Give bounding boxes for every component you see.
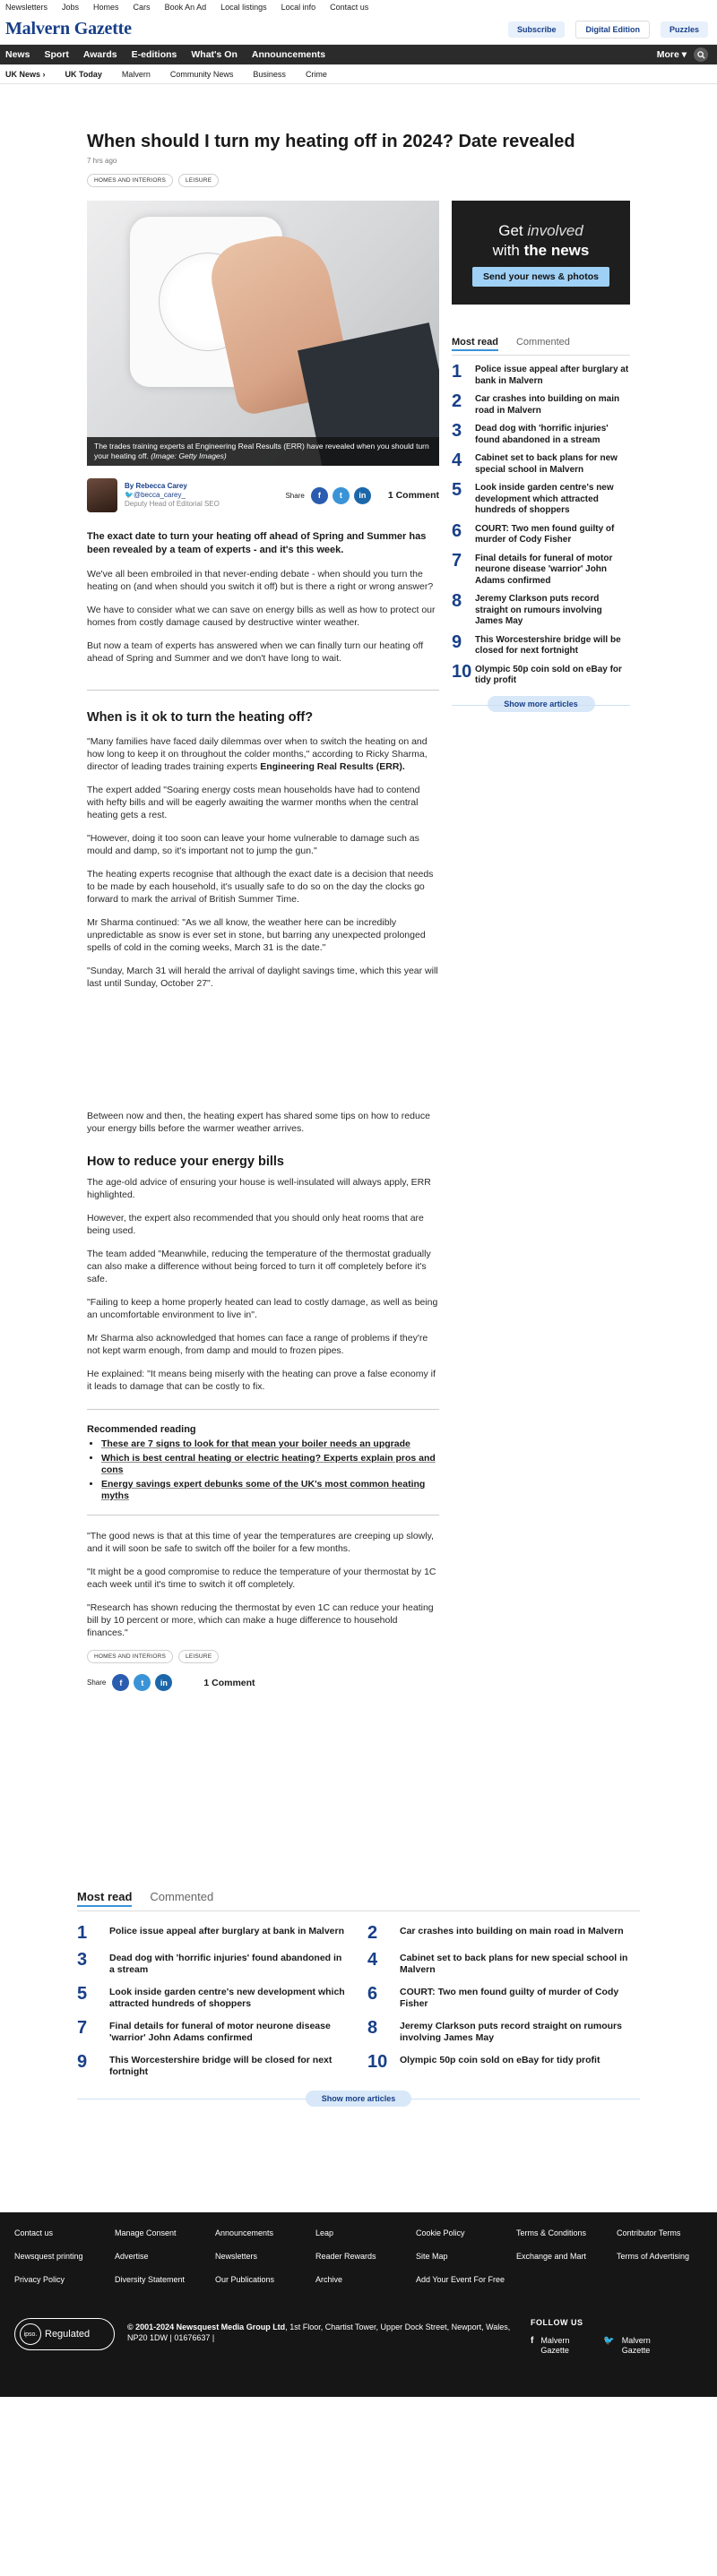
rank-number: 5	[452, 480, 462, 500]
most-read-headline: Dead dog with 'horrific injuries' found abandoned in a stream	[109, 1953, 342, 1975]
copyright-company: © 2001-2024 Newsquest Media Group Ltd	[127, 2323, 286, 2331]
tab-commented[interactable]: Commented	[515, 337, 570, 348]
footer-bottom	[14, 2318, 522, 2350]
most-read-headline: This Worcestershire bridge will be closed for next fortnight	[475, 634, 621, 656]
twitter-share-icon[interactable]: t	[333, 487, 350, 504]
most-read-headline: Jeremy Clarkson puts record straight on rumours involving James May	[400, 2021, 622, 2043]
rank-number: 8	[367, 2018, 378, 2038]
nav-right	[657, 47, 708, 62]
most-read-headline: Police issue appeal after burglary at bank in Malvern	[109, 1926, 345, 1936]
author-name[interactable]: By Rebecca Carey	[125, 482, 187, 490]
share-label: Share	[285, 491, 305, 500]
most-read-item[interactable]	[452, 592, 630, 628]
recommended-link[interactable]: • These are 7 signs to look for that mean your boiler needs an upgrade	[101, 1438, 439, 1450]
subnav-item-uk-news[interactable]	[5, 70, 46, 79]
ipso-label: Regulated	[45, 2329, 91, 2340]
footer-link-newsquest-printing[interactable]: Newsquest printing	[14, 2252, 83, 2261]
rank-number: 3	[452, 421, 462, 441]
rank-number: 5	[77, 1984, 88, 2004]
search-icon[interactable]	[694, 47, 708, 62]
footer-link-diversity-statement[interactable]: Diversity Statement	[115, 2275, 186, 2284]
digital-edition-button[interactable]: Digital Edition	[575, 21, 650, 39]
linkedin-share-icon[interactable]: in	[354, 487, 371, 504]
subnav-item-uk-today[interactable]: UK Today	[65, 69, 102, 79]
ipso-logo-icon: ipso.	[20, 2323, 41, 2345]
author-role: Deputy Head of Editorial SEO	[125, 500, 220, 508]
share-row-bottom	[87, 1674, 439, 1691]
nav-item-sport[interactable]: Sport	[44, 49, 69, 60]
footer-link-cookie-policy[interactable]: Cookie Policy	[416, 2228, 465, 2237]
hero-image	[87, 201, 439, 466]
article-paragraph: "Failing to keep a home properly heated can lead to costly damage, as well as being an uncomfortable environment to live in".	[87, 1297, 438, 1320]
rank-number: 10	[367, 2052, 388, 2072]
most-read-item[interactable]	[452, 552, 630, 588]
section-heading-when: When is it ok to turn the heating off?	[87, 710, 314, 725]
author-twitter-handle[interactable]	[125, 491, 220, 500]
rank-number: 2	[452, 391, 462, 411]
utility-link-jobs[interactable]: Jobs	[62, 3, 80, 12]
most-read-headline: Car crashes into building on main road in Malvern	[475, 394, 620, 416]
show-more-articles-button[interactable]: Show more articles	[488, 696, 595, 712]
footer-link-contact-us[interactable]: Contact us	[14, 2228, 54, 2237]
most-read-item[interactable]	[367, 1924, 640, 1942]
author-avatar	[87, 478, 117, 512]
subscribe-button[interactable]: Subscribe	[508, 21, 566, 38]
rank-number: 9	[77, 2052, 88, 2072]
bottom-most-read	[77, 1890, 640, 2107]
rank-number: 6	[452, 520, 462, 541]
most-read-item[interactable]	[452, 422, 630, 446]
most-read-headline: Police issue appeal after burglary at bank in Malvern	[475, 365, 629, 386]
bottom-most-read-footer	[77, 2091, 640, 2107]
utility-link-local-listings[interactable]: Local listings	[220, 3, 267, 12]
utility-link-homes[interactable]: Homes	[93, 3, 119, 12]
article-paragraph: The age-old advice of ensuring your house is well-insulated will always apply, ERR highlighted.	[87, 1177, 431, 1200]
rank-number: 1	[77, 1923, 88, 1943]
rank-number: 6	[367, 1984, 378, 2004]
article-tags	[87, 174, 630, 187]
promo-line-2	[452, 242, 630, 260]
subnav-item-malvern[interactable]: Malvern	[121, 69, 151, 79]
most-read-item[interactable]	[452, 451, 630, 476]
most-read-headline: Final details for funeral of motor neurone disease 'warrior' John Adams confirmed	[109, 2021, 331, 2043]
most-read-headline: Final details for funeral of motor neurone disease 'warrior' John Adams confirmed	[475, 553, 613, 586]
rank-number: 9	[452, 631, 462, 652]
article-timestamp: 7 hrs ago	[87, 157, 117, 165]
twitter-share-icon[interactable]: t	[134, 1674, 151, 1691]
most-read-headline: Look inside garden centre's new development which attracted hundreds of shoppers	[109, 1987, 345, 2009]
subnav-label-uk-news: UK News	[5, 69, 41, 79]
bottom-most-read-tabs	[77, 1890, 640, 1911]
section-divider	[87, 690, 439, 691]
article-title: When should I turn my heating off in 2024? Date revealed	[87, 132, 575, 151]
article-paragraph: The expert added "Soaring energy costs mean households have had to contend with hefty bills and will be eagerly awaiting the warmer months when the central heating gets a rest.	[87, 785, 420, 820]
utility-link-contact-us[interactable]: Contact us	[330, 3, 369, 12]
most-read-item[interactable]	[77, 1951, 350, 1976]
author-handle-text: @becca_carey_	[133, 491, 186, 499]
tag-homes-and-interiors[interactable]: HOMES AND INTERIORS	[87, 1650, 173, 1663]
show-more-articles-button[interactable]: Show more articles	[306, 2091, 411, 2107]
section-heading-reduce: How to reduce your energy bills	[87, 1155, 284, 1169]
tab-most-read[interactable]: Most read	[77, 1890, 132, 1907]
rank-number: 10	[452, 661, 472, 682]
footer-link-exchange-and-mart[interactable]: Exchange and Mart	[516, 2252, 587, 2261]
article-body	[87, 201, 439, 1691]
article-tags-bottom	[87, 1650, 439, 1663]
comments-link[interactable]: 1 Comment	[203, 1677, 255, 1688]
most-read-item[interactable]	[452, 522, 630, 546]
hero-credit: (Image: Getty Images)	[151, 451, 227, 460]
most-read-headline: Dead dog with 'horrific injuries' found abandoned in a stream	[475, 424, 609, 445]
most-read-headline: Car crashes into building on main road in Malvern	[400, 1926, 624, 1936]
author-info	[125, 482, 220, 509]
follow-us-links	[531, 2336, 658, 2356]
copyright-text	[127, 2322, 522, 2343]
subnav-item-community-news[interactable]: Community News	[169, 69, 234, 79]
follow-us-title: FOLLOW US	[531, 2318, 583, 2327]
tab-most-read[interactable]: Most read	[452, 337, 498, 351]
most-read-item[interactable]	[77, 2019, 350, 2044]
article-paragraph: "The good news is that at this time of year the temperatures are creeping up slowly, and it will soon be safe to switch off the boiler for a few months.	[87, 1531, 434, 1554]
facebook-icon: f	[531, 2336, 534, 2346]
most-read-item[interactable]	[367, 2019, 640, 2044]
main-nav-items	[5, 49, 325, 60]
ad-slot	[87, 990, 439, 1099]
sub-nav	[0, 64, 717, 84]
article-page	[87, 131, 630, 1688]
footer-link-terms-of-advertising[interactable]: Terms of Advertising	[617, 2252, 690, 2261]
share-label: Share	[87, 1679, 107, 1687]
recommended-reading	[87, 1424, 439, 1516]
most-read-item[interactable]	[452, 633, 630, 657]
facebook-share-icon[interactable]: f	[311, 487, 328, 504]
linkedin-share-icon[interactable]: in	[155, 1674, 172, 1691]
most-read-item[interactable]	[452, 363, 630, 387]
rank-number: 7	[452, 550, 462, 571]
facebook-share-icon[interactable]: f	[112, 1674, 129, 1691]
most-read-item[interactable]	[367, 1951, 640, 1976]
ipso-regulated-badge[interactable]	[14, 2318, 115, 2350]
article-paragraph	[87, 735, 439, 773]
site-logo[interactable]: Malvern Gazette	[5, 19, 132, 39]
most-read-headline: Olympic 50p coin sold on eBay for tidy profit	[475, 664, 622, 685]
send-news-promo	[452, 201, 630, 305]
byline-row	[87, 478, 439, 512]
most-read-item[interactable]	[367, 1985, 640, 2010]
tag-leisure[interactable]: LEISURE	[178, 174, 219, 187]
comments-link[interactable]: 1 Comment	[387, 490, 439, 501]
footer-link-newsletters[interactable]: Newsletters	[215, 2252, 258, 2261]
rank-number: 4	[367, 1950, 378, 1970]
footer-link-privacy-policy[interactable]: Privacy Policy	[14, 2275, 65, 2284]
utility-bar	[0, 0, 717, 14]
footer-link-leap[interactable]: Leap	[315, 2228, 334, 2237]
copyright-address: , 1st Floor, Chartist Tower, Upper Dock Street, Newport, Wales, NP20 1DW | 01676637 |	[127, 2323, 511, 2342]
subnav-item-crime[interactable]: Crime	[305, 69, 327, 79]
utility-link-book-an-ad[interactable]: Book An Ad	[164, 3, 207, 12]
most-read-tabs	[452, 337, 630, 356]
facebook-follow-label: Malvern Gazette	[540, 2336, 570, 2355]
twitter-follow-link[interactable]	[603, 2336, 657, 2356]
nav-item-awards[interactable]: Awards	[82, 49, 117, 60]
chevron-right-icon: ›	[42, 69, 46, 79]
footer-link-add-your-event[interactable]: Add Your Event For Free	[416, 2275, 505, 2284]
most-read-headline: This Worcestershire bridge will be closed for next fortnight	[109, 2055, 333, 2077]
bottom-most-read-grid	[77, 1924, 640, 2087]
promo-line-2-b: the news	[523, 242, 590, 259]
send-news-button[interactable]: Send your news & photos	[472, 267, 609, 287]
rank-number: 4	[452, 451, 462, 470]
utility-link-cars[interactable]: Cars	[133, 3, 151, 12]
nav-item-announcements[interactable]: Announcements	[251, 49, 326, 60]
article-paragraph: "However, doing it too soon can leave your home vulnerable to damage such as mould and damp, so it's important not to jump the gun."	[87, 833, 419, 856]
most-read-headline: Look inside garden centre's new development which attracted hundreds of shoppers	[475, 483, 614, 515]
hero-caption	[87, 437, 439, 466]
recommended-link[interactable]: • Energy savings expert debunks some of the UK's most common heating myths	[101, 1479, 439, 1502]
promo-line-1-b: involved	[527, 222, 583, 239]
most-read-list	[452, 363, 630, 687]
most-read-headline: COURT: Two men found guilty of murder of Cody Fisher	[475, 523, 615, 545]
nav-more-button[interactable]	[657, 49, 687, 60]
section-divider	[87, 1409, 439, 1410]
footer-links	[0, 2212, 717, 2284]
footer-link-contributor-terms[interactable]: Contributor Terms	[617, 2228, 681, 2237]
most-read-item[interactable]	[452, 392, 630, 416]
article-paragraph: The team added "Meanwhile, reducing the temperature of the thermostat gradually can also make a difference without being forced to turn it off completely before it's safe.	[87, 1249, 431, 1284]
footer-link-reader-rewards[interactable]: Reader Rewards	[315, 2252, 376, 2261]
footer-link-archive[interactable]: Archive	[315, 2275, 343, 2284]
rank-number: 2	[367, 1923, 378, 1943]
share-row-top	[285, 487, 439, 504]
promo-line-2-a: with	[492, 242, 524, 259]
site-footer	[0, 2212, 717, 2397]
masthead	[0, 14, 717, 45]
tag-homes-and-interiors[interactable]: HOMES AND INTERIORS	[87, 174, 173, 187]
article-paragraph: Mr Sharma also acknowledged that homes can face a range of problems if they're not kept warm enough, from damp and mould to frozen pipes.	[87, 1333, 428, 1356]
footer-link-announcements[interactable]: Announcements	[215, 2228, 274, 2237]
article-lead: The exact date to turn your heating off ahead of Spring and Summer has been revealed by a team of experts - and it's this week.	[87, 531, 427, 555]
footer-link-advertise[interactable]: Advertise	[115, 2252, 149, 2261]
footer-link-terms-conditions[interactable]: Terms & Conditions	[516, 2228, 587, 2237]
nav-item-whats-on[interactable]: What's On	[191, 49, 238, 60]
twitter-bird-icon: 🐦	[125, 491, 134, 499]
twitter-follow-label: Malvern Gazette	[621, 2336, 651, 2355]
utility-link-newsletters[interactable]: Newsletters	[5, 3, 48, 12]
sidebar	[452, 201, 630, 706]
promo-line-1-a: Get	[498, 222, 528, 239]
facebook-follow-link[interactable]	[531, 2336, 576, 2356]
nav-item-e-editions[interactable]: E-editions	[131, 49, 177, 60]
article-paragraph: But now a team of experts has answered when we can finally turn our heating off ahead of Spring and Summer and we don't have long to wait.	[87, 640, 424, 664]
rank-number: 3	[77, 1950, 88, 1970]
twitter-icon: 🐦	[603, 2336, 615, 2346]
most-read-headline: Jeremy Clarkson puts record straight on rumours involving James May	[475, 594, 602, 626]
article-paragraph: Between now and then, the heating expert has shared some tips on how to reduce your energy bills before the warmer weather arrives.	[87, 1111, 430, 1134]
hero-caption-text: The trades training experts at Engineering Real Results (ERR) have revealed when you should turn your heating off.	[94, 442, 429, 460]
most-read-headline: Cabinet set to back plans for new special school in Malvern	[475, 453, 618, 475]
most-read-item[interactable]	[77, 1985, 350, 2010]
most-read-headline: Olympic 50p coin sold on eBay for tidy profit	[400, 2055, 600, 2065]
article-paragraph: However, the expert also recommended that you should only heat rooms that are being used.	[87, 1213, 424, 1236]
most-read-item[interactable]	[367, 2053, 640, 2078]
article-paragraph: We've all been embroiled in that never-ending debate - when should you turn the heating on (and when should you switch it off) but is there a right or wrong answer?	[87, 569, 434, 592]
nav-more-label: More	[656, 49, 679, 60]
main-nav	[0, 45, 717, 64]
follow-us	[531, 2318, 658, 2356]
article-paragraph: We have to consider what we can save on energy bills as well as how to protect our homes from costly damage caused by destructive winter weather.	[87, 605, 436, 628]
tab-commented[interactable]: Commented	[150, 1890, 214, 1903]
footer-link-our-publications[interactable]: Our Publications	[215, 2275, 275, 2284]
subnav-item-business[interactable]: Business	[253, 69, 286, 79]
article-paragraph: The heating experts recognise that although the exact date is a decision that needs to be made by each household, it's usually safe to do so on the day the clocks go forward to mark the arrival of British Summer Time.	[87, 869, 434, 905]
engineering-real-results-link[interactable]: Engineering Real Results (ERR).	[260, 761, 405, 772]
rank-number: 8	[452, 591, 462, 611]
article-paragraph: "It might be a good compromise to reduce the temperature of your thermostat by 1C each week until it's time to switch it off completely.	[87, 1567, 436, 1590]
most-read-headline: Cabinet set to back plans for new special school in Malvern	[400, 1953, 628, 1975]
article-paragraph: "Research has shown reducing the thermostat by even 1C can reduce your heating bill by 10 percent or more, which can make a huge difference to household finances."	[87, 1602, 434, 1638]
chevron-down-icon: ▾	[681, 49, 687, 60]
recommended-link[interactable]: • Which is best central heating or electric heating? Experts explain pros and cons	[101, 1453, 439, 1476]
recommended-title: Recommended reading	[87, 1424, 196, 1435]
most-read-item[interactable]	[77, 2053, 350, 2078]
masthead-actions	[508, 21, 708, 39]
most-read-item[interactable]	[77, 1924, 350, 1942]
article-paragraph: Mr Sharma continued: "As we all know, the weather here can be incredibly unpredictable as snow is ever set in stone, but barring any unexpected prolonged spells of cold in the coming weeks, March 31 is the date."	[87, 917, 426, 953]
article-paragraph: He explained: "It means being miserly with the heating can prove a false economy if it leads to damage that can be costly to fix.	[87, 1369, 436, 1392]
most-read-item[interactable]	[452, 663, 630, 687]
utility-link-local-info[interactable]: Local info	[281, 3, 316, 12]
tag-leisure[interactable]: LEISURE	[178, 1650, 219, 1663]
most-read-headline: COURT: Two men found guilty of murder of Cody Fisher	[400, 1987, 619, 2009]
most-read-item[interactable]	[452, 481, 630, 517]
quote-text: "Many families have faced daily dilemmas over when to switch the heating on and how long to keep it on throughout the colder months," according to Ricky Sharma, director of leading trades training experts	[87, 736, 428, 772]
recommended-list	[87, 1438, 439, 1502]
promo-line-1	[452, 222, 630, 240]
nav-item-news[interactable]: News	[5, 49, 30, 60]
footer-link-site-map[interactable]: Site Map	[416, 2252, 448, 2261]
article-paragraph: "Sunday, March 31 will herald the arrival of daylight savings time, which this year will last until Sunday, October 27".	[87, 966, 438, 989]
footer-link-manage-consent[interactable]: Manage Consent	[115, 2228, 177, 2237]
puzzles-button[interactable]: Puzzles	[661, 21, 708, 38]
rank-number: 1	[452, 362, 462, 382]
rank-number: 7	[77, 2018, 88, 2038]
